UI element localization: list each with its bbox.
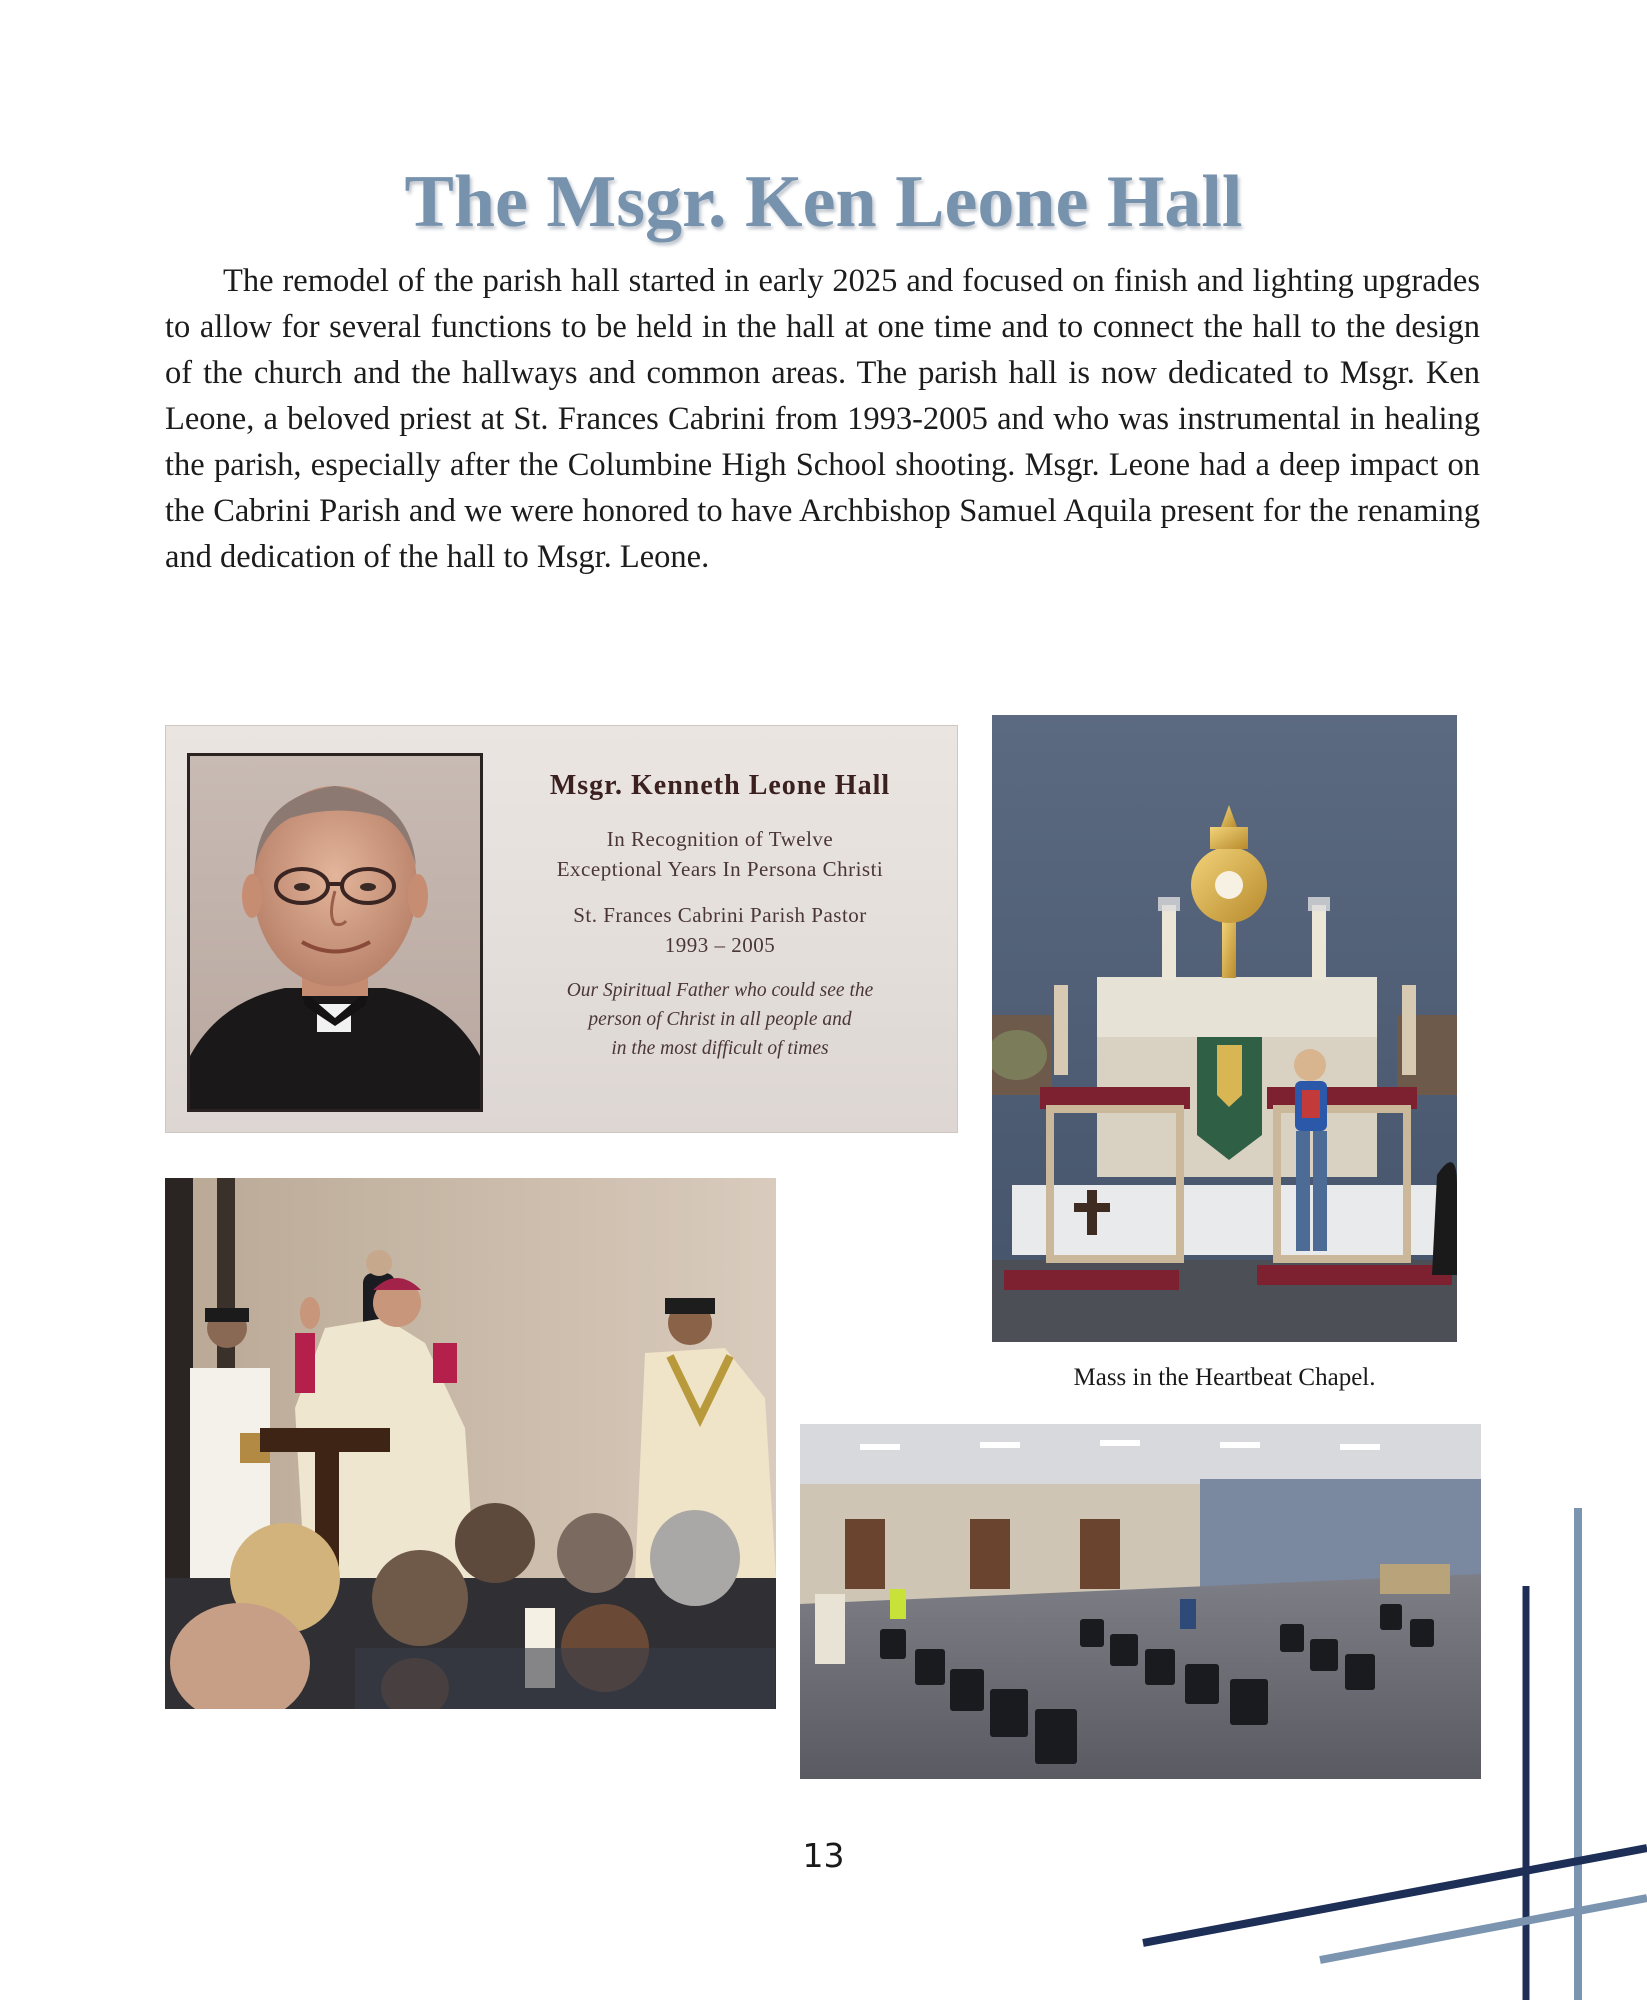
plaque-italic-1: Our Spiritual Father who could see the	[566, 980, 874, 1001]
dedication-photo	[165, 1178, 776, 1709]
plaque-italic-2: person of Christ in all people and	[588, 1009, 852, 1030]
chapel-caption: Mass in the Heartbeat Chapel.	[1073, 1364, 1376, 1391]
plaque-hall-name: Msgr. Kenneth Leone Hall	[549, 770, 891, 801]
plaque-photo	[165, 725, 958, 1133]
plaque-line-1: In Recognition of Twelve	[606, 827, 834, 851]
page-title: The Msgr. Ken Leone Hall	[404, 161, 1243, 243]
portrait-image	[187, 753, 483, 1112]
chapel-photo	[992, 715, 1457, 1342]
body-paragraph: The remodel of the parish hall started in early 2025 and focused on finish and lighting upgrades to allow for several functions to be held in the hall at one time and to connect the hall to the design of the church and the hallways and common areas. The parish hall is now dedicated to Msgr. Ken Leone, a beloved priest at St. Frances Cabrini from 1993-2005 and who was instrumental in healing the parish, especially after the Columbine High School shooting. Msgr. Leone had a deep impact on the Cabrini Parish and we were honored to have Archbishop Samuel Aquila present for the renaming and dedication of the hall to Msgr. Leone.	[165, 263, 1480, 575]
plaque-line-3: St. Frances Cabrini Parish Pastor	[573, 903, 867, 927]
plaque-italic-3: in the most difficult of times	[611, 1038, 829, 1059]
plaque-line-2: Exceptional Years In Persona Christi	[556, 857, 884, 881]
plaque-line-4: 1993 – 2005	[664, 933, 776, 957]
page-number: 13	[802, 1836, 845, 1875]
plaque-inscription	[500, 770, 940, 1063]
hall-photo	[800, 1424, 1481, 1779]
